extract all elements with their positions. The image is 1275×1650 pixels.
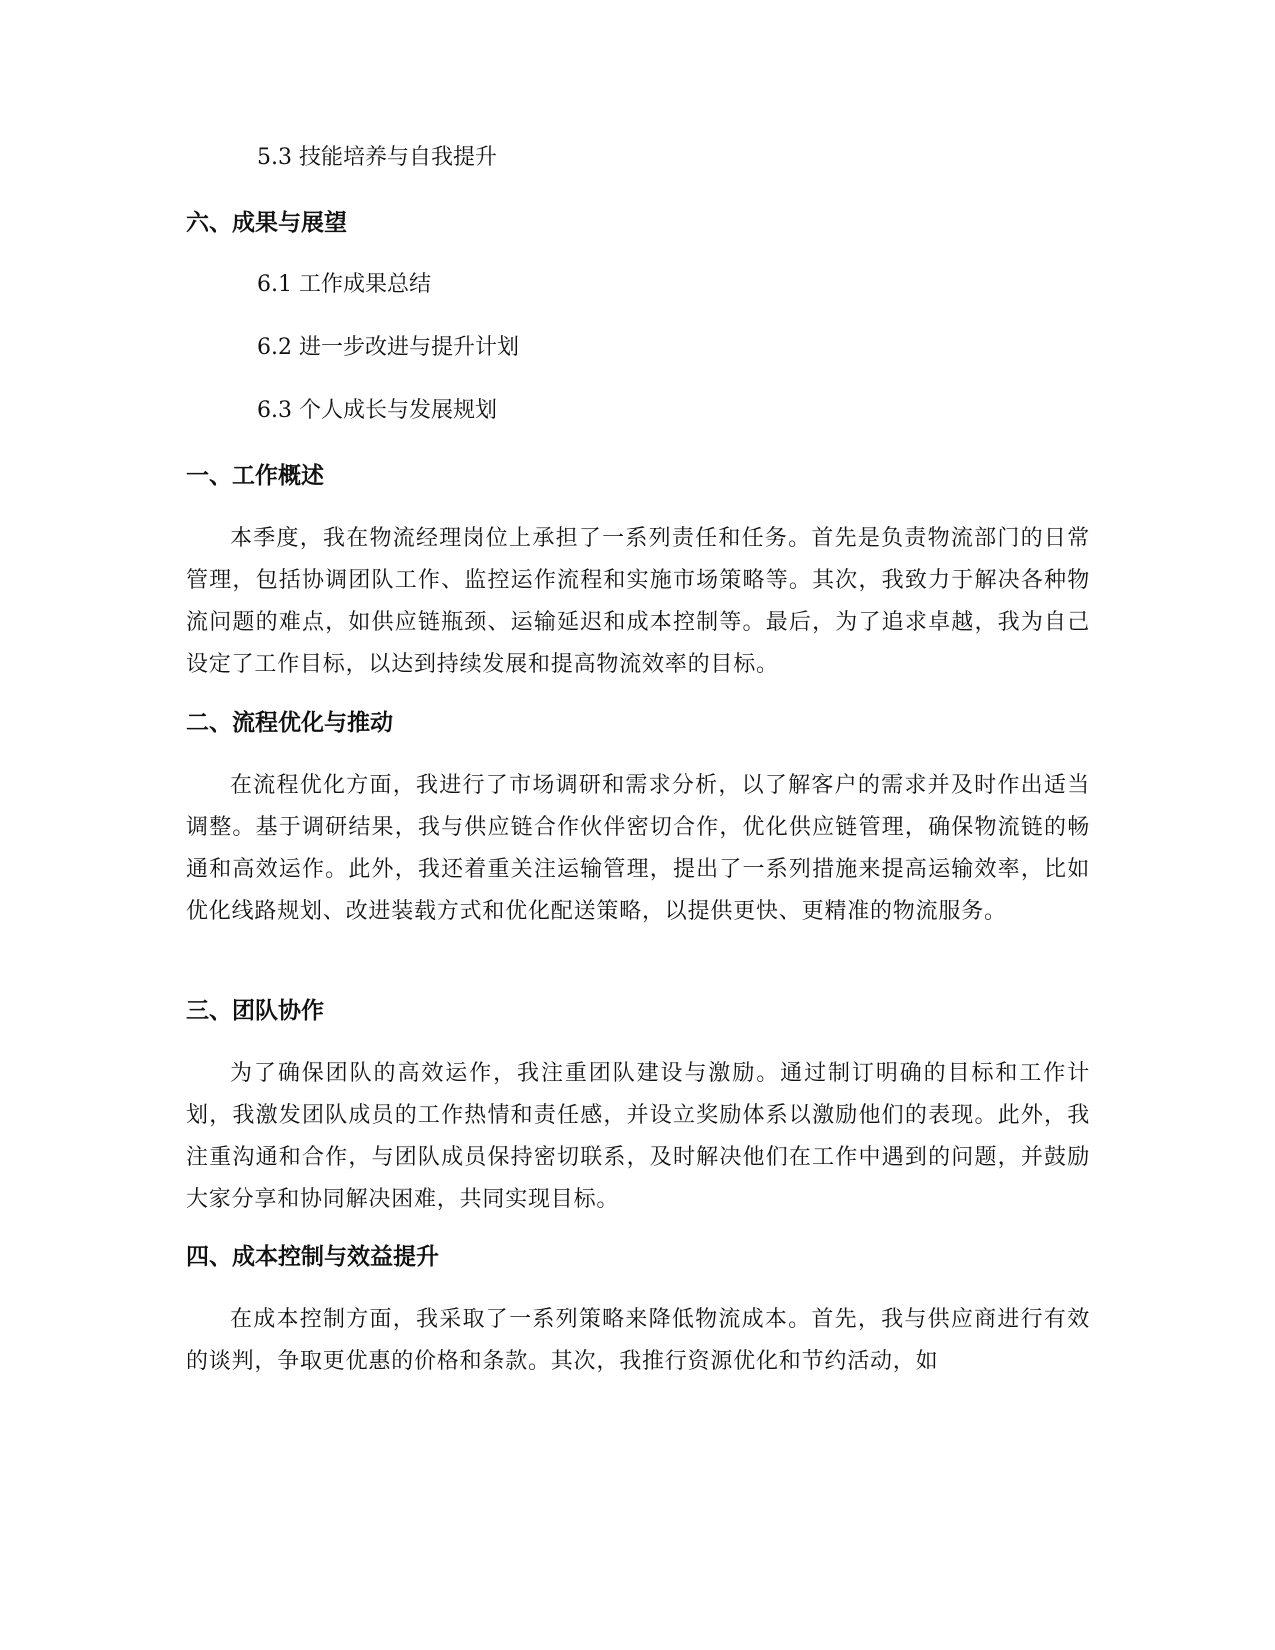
section-heading-1: 一、工作概述 — [186, 463, 324, 489]
section-body-4: 在成本控制方面，我采取了一系列策略来降低物流成本。首先，我与供应商进行有效的谈判，争取更优惠的价格和条款。其次，我推行资源优化和节约活动，如 — [186, 1307, 1090, 1374]
toc-item-5-3: 5.3 技能培养与自我提升 — [257, 145, 497, 170]
document-page — [186, 0, 1090, 1650]
section-heading-2: 二、流程优化与推动 — [186, 710, 393, 736]
toc-item-6-1: 6.1 工作成果总结 — [257, 272, 431, 297]
section-heading-4: 四、成本控制与效益提升 — [186, 1244, 439, 1270]
section-heading-3: 三、团队协作 — [186, 998, 324, 1024]
section-body-3: 为了确保团队的高效运作，我注重团队建设与激励。通过制订明确的目标和工作计划，我激发团队成员的工作热情和责任感，并设立奖励体系以激励他们的表现。此外，我注重沟通和合作，与团队成员保持密切联系，及时解决他们在工作中遇到的问题，并鼓励大家分享和协同解决困难，共同实现目标。 — [186, 1061, 1090, 1212]
section-heading-6: 六、成果与展望 — [186, 210, 347, 236]
toc-item-6-3: 6.3 个人成长与发展规划 — [257, 398, 497, 423]
toc-item-6-2: 6.2 进一步改进与提升计划 — [257, 335, 519, 360]
section-body-2: 在流程优化方面，我进行了市场调研和需求分析，以了解客户的需求并及时作出适当调整。基于调研结果，我与供应链合作伙伴密切合作，优化供应链管理，确保物流链的畅通和高效运作。此外，我还着重关注运输管理，提出了一系列措施来提高运输效率，比如优化线路规划、改进装载方式和优化配送策略，以提供更快、更精准的物流服务。 — [186, 773, 1090, 924]
section-body-1: 本季度，我在物流经理岗位上承担了一系列责任和任务。首先是负责物流部门的日常管理，包括协调团队工作、监控运作流程和实施市场策略等。其次，我致力于解决各种物流问题的难点，如供应链瓶颈、运输延迟和成本控制等。最后，为了追求卓越，我为自己设定了工作目标，以达到持续发展和提高物流效率的目标。 — [186, 526, 1090, 677]
